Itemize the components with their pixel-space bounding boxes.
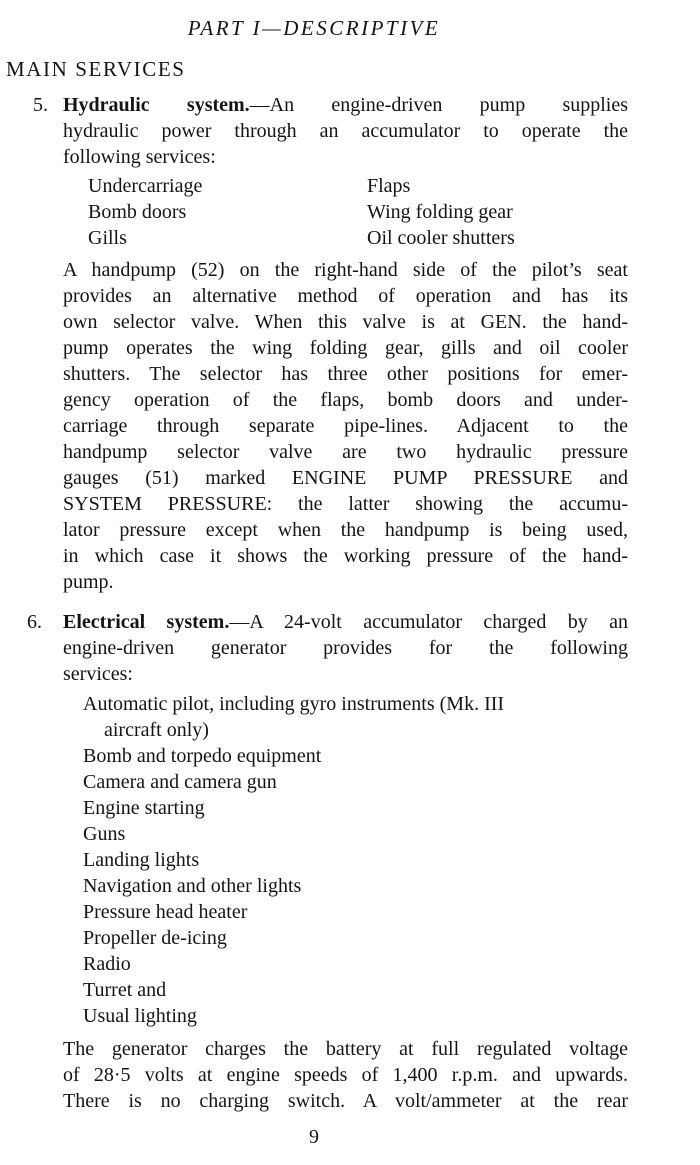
electrical-intro-line: services: bbox=[63, 663, 133, 685]
paragraph-line: shutters. The selector has three other positions for emer- bbox=[63, 363, 628, 385]
service-item: Camera and camera gun bbox=[83, 771, 277, 793]
service-item: Flaps bbox=[367, 175, 411, 197]
paragraph-line: provides an alternative method of operation and has its bbox=[63, 285, 628, 307]
hydraulic-title: Hydraulic system. bbox=[63, 94, 250, 116]
part-title: PART I—DESCRIPTIVE bbox=[187, 16, 441, 40]
paragraph-line: carriage through separate pipe-lines. Adjacent to the bbox=[63, 415, 628, 437]
service-item: Gills bbox=[88, 227, 127, 249]
service-item: Navigation and other lights bbox=[83, 875, 302, 897]
service-item: Guns bbox=[83, 823, 126, 845]
electrical-number: 6. bbox=[27, 611, 42, 633]
paragraph-line: The generator charges the battery at full regulated voltage bbox=[63, 1038, 628, 1060]
electrical-first-line bbox=[63, 609, 628, 635]
service-item: Wing folding gear bbox=[367, 201, 513, 223]
paragraph-line: of 28·5 volts at engine speeds of 1,400 r.p.m. and upwards. bbox=[63, 1064, 628, 1086]
hydraulic-intro-line: —An engine-driven pump supplies bbox=[249, 94, 628, 116]
service-item: Engine starting bbox=[83, 797, 205, 819]
service-item: Turret and bbox=[83, 979, 167, 1001]
service-item: Radio bbox=[83, 953, 131, 975]
paragraph-line: gency operation of the flaps, bomb doors and under- bbox=[63, 389, 628, 411]
paragraph-line: pump operates the wing folding gear, gills and oil cooler bbox=[63, 337, 628, 359]
service-item: Landing lights bbox=[83, 849, 200, 871]
electrical-title: Electrical system. bbox=[63, 611, 230, 633]
page-number: 9 bbox=[309, 1126, 319, 1148]
paragraph-line: own selector valve. When this valve is at GEN. the hand- bbox=[63, 311, 628, 333]
service-item: Bomb doors bbox=[88, 201, 187, 223]
paragraph-line: pump. bbox=[63, 571, 114, 593]
service-item: Bomb and torpedo equipment bbox=[83, 745, 322, 767]
hydraulic-intro-line: following services: bbox=[63, 146, 216, 168]
hydraulic-intro-line: hydraulic power through an accumulator to operate the bbox=[63, 120, 628, 142]
paragraph-line: There is no charging switch. A volt/ammeter at the rear bbox=[63, 1090, 628, 1112]
paragraph-line: in which case it shows the working pressure of the hand- bbox=[63, 545, 628, 567]
section-heading: MAIN SERVICES bbox=[6, 57, 186, 81]
service-item: Undercarriage bbox=[88, 175, 203, 197]
paragraph-line: handpump selector valve are two hydraulic pressure bbox=[63, 441, 628, 463]
service-item: Oil cooler shutters bbox=[367, 227, 515, 249]
paragraph-line: SYSTEM PRESSURE: the latter showing the accumu- bbox=[63, 493, 628, 515]
electrical-intro-line: engine-driven generator provides for the following bbox=[63, 637, 628, 659]
hydraulic-first-line bbox=[63, 92, 628, 118]
hydraulic-number: 5. bbox=[33, 94, 48, 116]
paragraph-line: gauges (51) marked ENGINE PUMP PRESSURE and bbox=[63, 467, 628, 489]
service-item: aircraft only) bbox=[104, 719, 209, 741]
paragraph-line: lator pressure except when the handpump is being used, bbox=[63, 519, 628, 541]
service-item: Usual lighting bbox=[83, 1005, 197, 1027]
service-item: Automatic pilot, including gyro instruments (Mk. III bbox=[83, 693, 505, 715]
service-item: Propeller de-icing bbox=[83, 927, 227, 949]
service-item: Pressure head heater bbox=[83, 901, 248, 923]
electrical-intro-line: —A 24-volt accumulator charged by an bbox=[229, 611, 628, 633]
paragraph-line: A handpump (52) on the right-hand side of the pilot’s seat bbox=[63, 259, 628, 281]
